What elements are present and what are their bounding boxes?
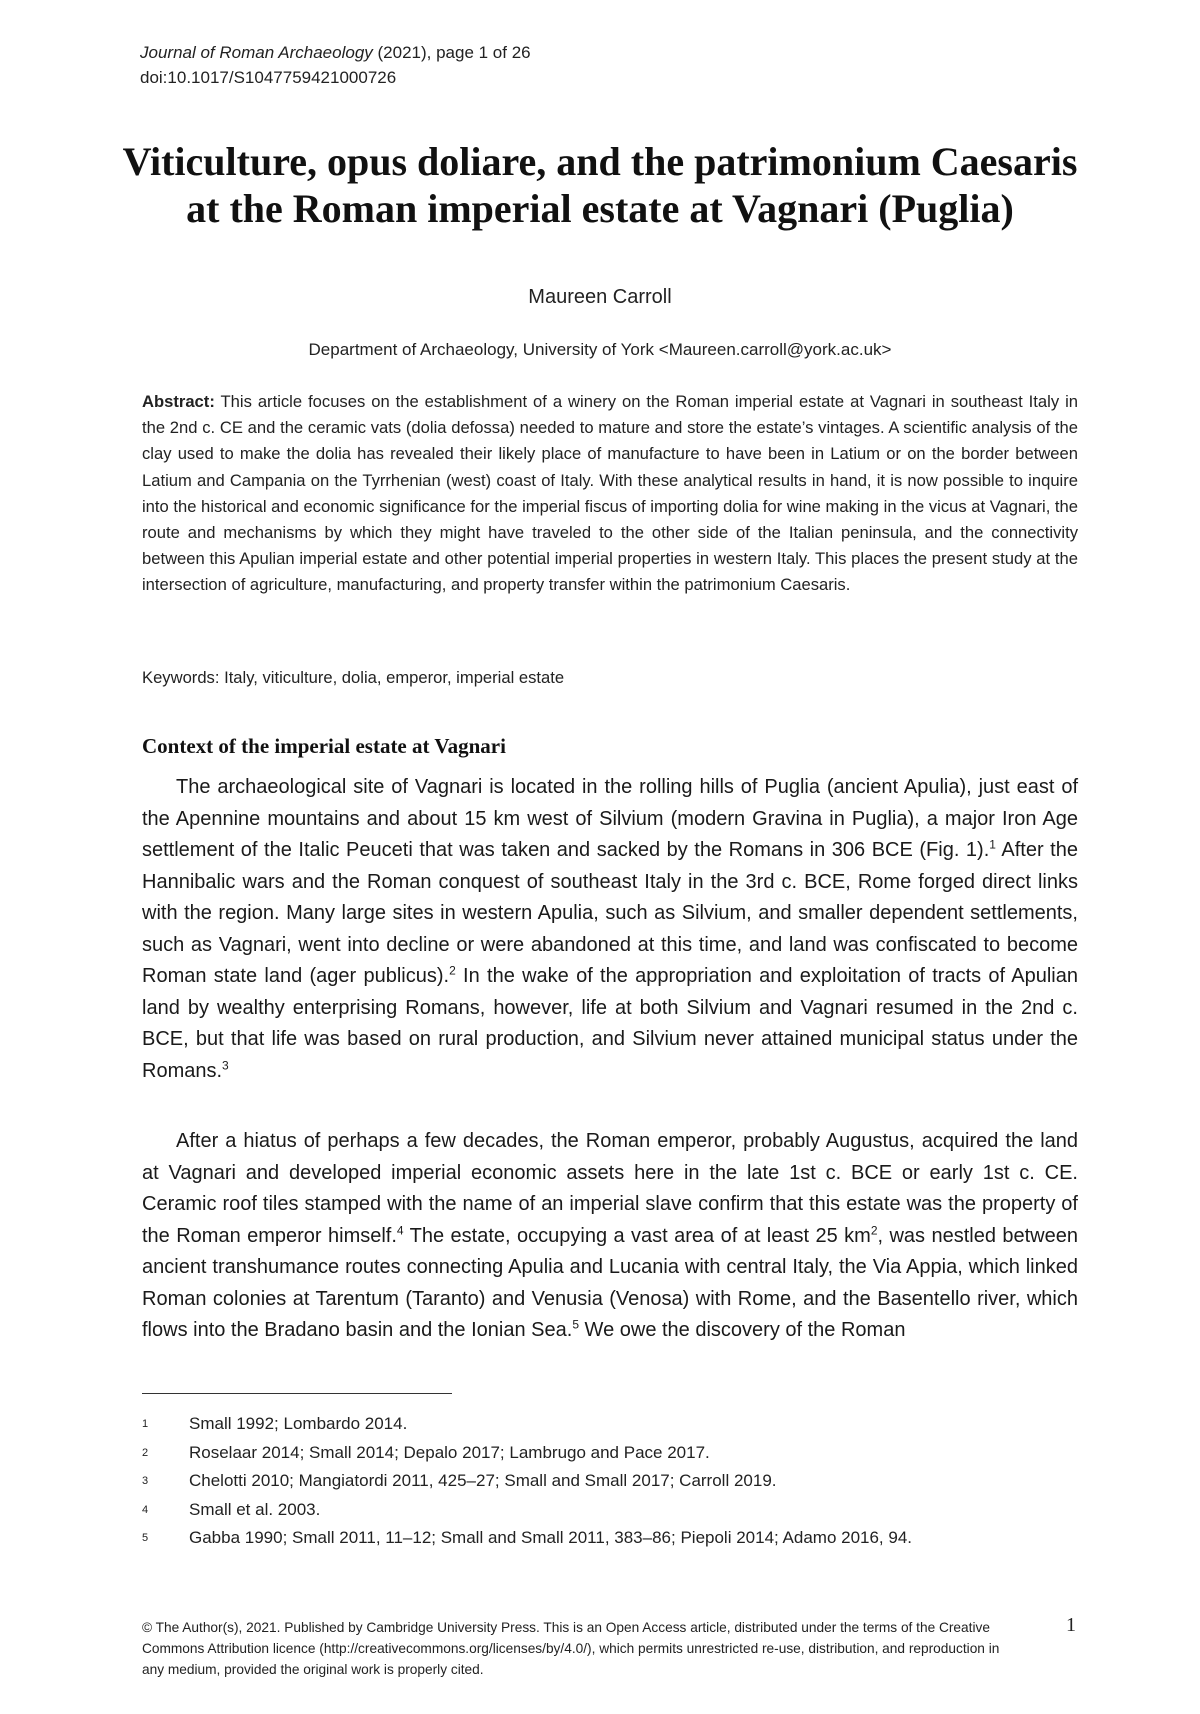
footnote-text: Small 1992; Lombardo 2014. bbox=[189, 1414, 408, 1434]
footnote-number: 3 bbox=[142, 1475, 149, 1488]
keywords-text: Italy, viticulture, dolia, emperor, imperial estate bbox=[219, 668, 565, 687]
footnote-number: 5 bbox=[142, 1532, 149, 1545]
keywords bbox=[142, 668, 1078, 688]
para-text: The archaeological site of Vagnari is located in the rolling hills of Puglia (ancient Apulia), just east of the Apennine mountains and about 15 km west of Silvium (modern Gravina in Puglia), a major Iron Age settlement of the Italic Peuceti that was taken and sacked by the Romans in 306 BCE (Fig. 1). bbox=[142, 776, 1078, 861]
license-notice: © The Author(s), 2021. Published by Cambridge University Press. This is an Open Access article, distributed under the terms of the Creative Commons Attribution licence (http://creativecommons.org/licenses/by/4.0/), which permits unrestricted re-use, distribution, and reproduction in any medium, provided the original work is properly cited. bbox=[142, 1620, 1000, 1677]
footnote bbox=[142, 1467, 1078, 1496]
author-affiliation: Department of Archaeology, University of York <Maureen.carroll@york.ac.uk> bbox=[308, 340, 892, 359]
journal-citation bbox=[140, 40, 531, 65]
footnote-text: Chelotti 2010; Mangiatordi 2011, 425–27; Small and Small 2017; Carroll 2019. bbox=[189, 1471, 777, 1491]
doi[interactable]: doi:10.1017/S1047759421000726 bbox=[140, 68, 397, 87]
article-title: Viticulture, opus doliare, and the patrimonium Caesaris at the Roman imperial estate at Vagnari (Puglia) bbox=[122, 139, 1078, 231]
footnote-ref-3[interactable]: 3 bbox=[222, 1057, 229, 1072]
footnote-ref-2[interactable]: 2 bbox=[449, 963, 456, 978]
journal-volume-page: (2021), page 1 of 26 bbox=[372, 43, 531, 62]
abstract-text: This article focuses on the establishment of a winery on the Roman imperial estate at Vagnari in southeast Italy in the 2nd c. CE and the ceramic vats (dolia defossa) needed to mature and store the estate’s vintages. A scientific analysis of the clay used to make the dolia has revealed their likely place of manufacture to have been in Latium or on the border between Latium and Campania on the Tyrrhenian (west) coast of Italy. With these analytical results in hand, it is now possible to inquire into the historical and economic significance for the imperial fiscus of importing dolia for wine making in the vicus at Vagnari, the route and mechanisms by which they might have traveled to the other side of the Italian peninsula, and the connectivity between this Apulian imperial estate and other potential imperial properties in western Italy. This places the present study at the intersection of agriculture, manufacturing, and property transfer within the patrimonium Caesaris. bbox=[142, 392, 1078, 595]
footnote-text: Gabba 1990; Small 2011, 11–12; Small and Small 2011, 383–86; Piepoli 2014; Adamo 2016, 94. bbox=[189, 1528, 913, 1548]
footnote-divider bbox=[142, 1393, 452, 1394]
footnote-text: Small et al. 2003. bbox=[189, 1499, 321, 1519]
body-paragraph-2 bbox=[142, 1126, 1078, 1347]
body-paragraph-1 bbox=[142, 772, 1078, 1087]
journal-name: Journal of Roman Archaeology bbox=[140, 43, 373, 62]
footnote-ref-1[interactable]: 1 bbox=[989, 837, 996, 852]
para-text: The estate, occupying a vast area of at least 25 km bbox=[403, 1224, 871, 1247]
para-text: After the Hannibalic wars and the Roman conquest of southeast Italy in the 3rd c. BCE, Rome forged direct links with the region. Many large sites in western Apulia, such as Silvium, and smaller dependent settlements, such as Vagnari, went into decline or were abandoned at this time, and land was confiscated to become Roman state land (ager publicus). bbox=[142, 839, 1078, 987]
journal-header bbox=[140, 40, 531, 90]
para-text: In the wake of the appropriation and exploitation of tracts of Apulian land by wealthy enterprising Romans, however, life at both Silvium and Vagnari resumed in the 2nd c. BCE, but that life was based on rural production, and Silvium never attained municipal status under the Romans. bbox=[142, 965, 1078, 1082]
footnote-number: 2 bbox=[142, 1446, 149, 1459]
footnote-number: 4 bbox=[142, 1503, 149, 1516]
keywords-label: Keywords: bbox=[142, 668, 220, 687]
abstract bbox=[142, 389, 1078, 599]
abstract-label: Abstract: bbox=[142, 392, 215, 411]
footnote-ref-5[interactable]: 5 bbox=[572, 1317, 579, 1332]
footnote bbox=[142, 1524, 1078, 1553]
superscript-squared: 2 bbox=[870, 1222, 878, 1237]
para-text: , was nestled between ancient transhumance routes connecting Apulia and Lucania with central Italy, the Via Appia, which linked Roman colonies at Tarentum (Taranto) and Venusia (Venosa) with Rome, and the Basentello river, which flows into the Bradano basin and the Ionian Sea. bbox=[142, 1224, 1078, 1341]
section-heading: Context of the imperial estate at Vagnari bbox=[142, 734, 506, 758]
footnote-text: Roselaar 2014; Small 2014; Depalo 2017; Lambrugo and Pace 2017. bbox=[189, 1442, 710, 1462]
page-number: 1 bbox=[1066, 1614, 1076, 1636]
para-text: We owe the discovery of the Roman bbox=[579, 1319, 906, 1341]
footnote bbox=[142, 1496, 1078, 1525]
author-name: Maureen Carroll bbox=[528, 286, 672, 308]
para-text: After a hiatus of perhaps a few decades, the Roman emperor, probably Augustus, acquired the land at Vagnari and developed imperial economic assets here in the late 1st c. BCE or early 1st c. CE. Ceramic roof tiles stamped with the name of an imperial slave confirm that this estate was the property of the Roman emperor himself. bbox=[142, 1130, 1078, 1247]
footnote bbox=[142, 1439, 1078, 1468]
footnote-ref-4[interactable]: 4 bbox=[396, 1222, 404, 1237]
footnote bbox=[142, 1410, 1078, 1439]
footnote-number: 1 bbox=[142, 1418, 149, 1431]
footnotes bbox=[142, 1410, 1078, 1553]
